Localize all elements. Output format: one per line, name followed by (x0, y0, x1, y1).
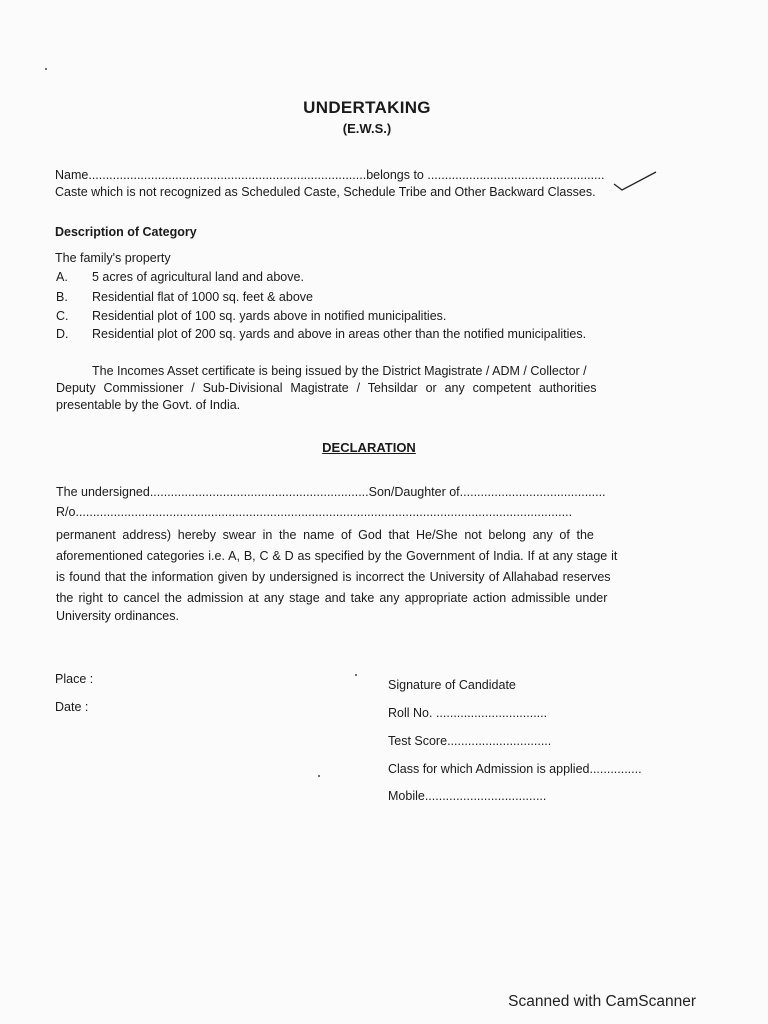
residence-dots: ............................................................................................................................................... (75, 505, 573, 519)
document-title: UNDERTAKING (303, 98, 431, 117)
handwritten-tick-mark (612, 170, 660, 192)
declaration-line-3: is found that the information given by undersigned is incorrect the University of Allahabad reserves (56, 570, 611, 584)
camscanner-watermark: Scanned with CamScanner (508, 993, 696, 1010)
belongs-label: belongs to (366, 168, 424, 182)
roll-number-line (388, 706, 547, 720)
undersigned-dots: ............................................................... (149, 485, 369, 499)
category-item-d (56, 327, 696, 343)
item-letter: D. (56, 327, 69, 341)
class-applied-dots: ............... (589, 762, 642, 776)
caste-text: Caste which is not recognized as Scheduled Caste, Schedule Tribe and Other Backward Classes. (55, 185, 596, 199)
son-daughter-dots: .......................................... (459, 485, 606, 499)
mobile-line (388, 789, 546, 803)
item-letter: A. (56, 270, 68, 284)
test-score-line (388, 734, 551, 748)
mobile-dots: ................................... (424, 789, 547, 803)
category-item-b (56, 290, 696, 306)
undersigned-line (56, 485, 606, 499)
item-text: Residential plot of 100 sq. yards above in notified municipalities. (92, 309, 447, 323)
residence-line (56, 505, 572, 519)
certificate-line-2: Deputy Commissioner / Sub-Divisional Magistrate / Tehsildar or any competent authorities (56, 381, 597, 395)
class-applied-label: Class for which Admission is applied (388, 762, 590, 776)
declaration-line-2: aforementioned categories i.e. A, B, C & D as specified by the Government of India. If at any stage it (56, 549, 618, 563)
name-label: Name (55, 168, 89, 182)
mobile-label: Mobile (388, 789, 425, 803)
scan-speck (355, 674, 357, 676)
class-applied-line (388, 762, 642, 776)
roll-number-label: Roll No. (388, 706, 433, 720)
declaration-line-5: University ordinances. (56, 609, 179, 623)
declaration-line-4: the right to cancel the admission at any stage and take any appropriate action admissible under (56, 591, 608, 605)
item-text: 5 acres of agricultural land and above. (92, 270, 304, 284)
undersigned-label: The undersigned (56, 485, 150, 499)
category-heading: Description of Category (55, 225, 197, 239)
name-line (55, 168, 604, 182)
certificate-line-3: presentable by the Govt. of India. (56, 398, 241, 412)
item-text: Residential flat of 1000 sq. feet & above (92, 290, 313, 304)
date-label: Date : (55, 700, 89, 714)
item-letter: C. (56, 309, 69, 323)
item-text: Residential plot of 200 sq. yards and above in areas other than the notified municipalities. (92, 327, 587, 341)
property-label: The family's property (55, 251, 171, 265)
scan-speck (318, 775, 320, 777)
belongs-dots: ................................................... (427, 168, 605, 182)
son-daughter-label: Son/Daughter of (368, 485, 460, 499)
name-dots: ................................................................................ (88, 168, 367, 182)
test-score-label: Test Score (388, 734, 448, 748)
residence-label: R/o (56, 505, 76, 519)
item-letter: B. (56, 290, 68, 304)
document-subtitle: (E.W.S.) (342, 121, 392, 136)
certificate-line-1: The Incomes Asset certificate is being issued by the District Magistrate / ADM / Collector / (92, 364, 587, 378)
signature-of-candidate-label: Signature of Candidate (388, 678, 516, 692)
place-label: Place : (55, 672, 94, 686)
test-score-dots: .............................. (447, 734, 552, 748)
category-item-c (56, 309, 696, 325)
roll-number-dots: ................................ (435, 706, 548, 720)
declaration-line-1: permanent address) hereby swear in the name of God that He/She not belong any of the (56, 528, 594, 542)
category-item-a (56, 270, 696, 286)
scan-speck (45, 68, 47, 70)
declaration-heading: DECLARATION (322, 440, 416, 455)
